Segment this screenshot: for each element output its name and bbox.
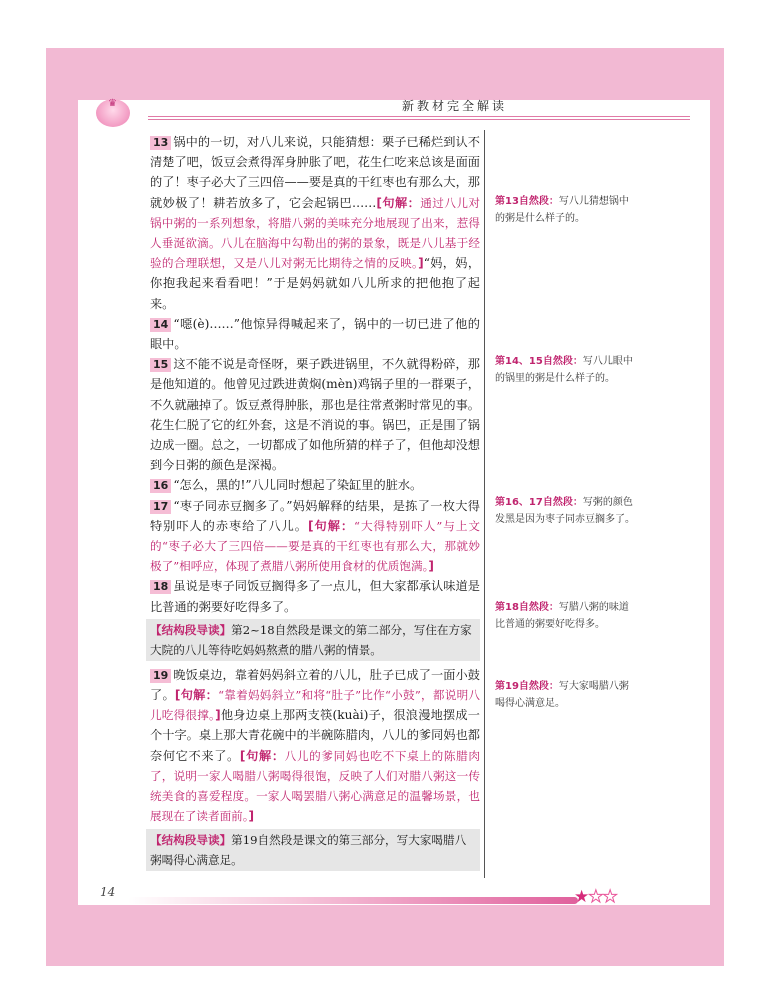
sentence-analysis-label: 句解： <box>313 518 355 533</box>
star-filled-icon: ★ <box>574 887 589 907</box>
paragraph-18: 18 虽说是枣子同饭豆搁得多了一点儿，但大家都承认味道是比普通的粥要好吃得多了。 <box>150 579 480 614</box>
paragraph-number: 19 <box>150 669 171 683</box>
side-note: 第14、15自然段：写八儿眼中的锅里的粥是什么样子的。 <box>495 356 633 384</box>
side-note: 第18自然段：写腊八粥的味道比普通的粥要好吃得多。 <box>495 602 629 630</box>
header-rule-2 <box>148 119 690 120</box>
main-column <box>150 132 480 875</box>
structure-guide: 【结构段导读】第2~18自然段是课文的第二部分，写住在方家大院的八儿等待吃妈妈熬煮的腊八粥的情景。 <box>146 619 480 661</box>
crown-icon: ♛ <box>108 98 117 109</box>
sentence-analysis-label: 句解： <box>245 748 285 763</box>
paragraph-14: 14 “噁(è)……”他惊异得喊起来了，锅中的一切已进了他的眼中。 <box>150 316 480 352</box>
sentence-analysis: “靠着妈妈斜立”和将“肚子”比作“小鼓”，都说明八儿吃得很撑。 <box>150 688 481 723</box>
page-number: 14 <box>100 885 116 899</box>
star-empty-icon: ★ <box>588 887 603 907</box>
paragraph-number: 16 <box>150 479 171 493</box>
paragraph-17: 17 “枣子同赤豆搁多了。”妈妈解释的结果，是拣了一枚大得特别吓人的赤枣给了八儿。[句解：“大得特别吓人”与上文的“枣子必大了三四倍——要是真的干红枣也有那么大，那就妙极了”相呼应，体现了煮腊八粥所使用食材的优质饱满。] <box>150 498 481 574</box>
paragraph-number: 17 <box>150 500 171 514</box>
side-note: 第16、17自然段：写粥的颜色发黑是因为枣子同赤豆搁多了。 <box>495 497 635 525</box>
sentence-analysis: “大得特别吓人”与上文的“枣子必大了三四倍——要是真的干红枣也有那么大，那就妙极了”相呼应，体现了煮腊八粥所使用食材的优质饱满。 <box>150 518 481 574</box>
paragraph-number: 14 <box>150 318 171 332</box>
star-empty-icon: ★ <box>602 887 617 907</box>
side-note: 第19自然段：写大家喝腊八粥喝得心满意足。 <box>495 681 629 709</box>
structure-guide: 【结构段导读】第19自然段是课文的第三部分，写大家喝腊八粥喝得心满意足。 <box>146 829 480 871</box>
header-title: 新教材完全解读 <box>402 99 508 113</box>
structure-guide-label: 【结构段导读】 <box>150 622 232 637</box>
sentence-analysis: 通过八儿对锅中粥的一系列想象，将腊八粥的美味充分地展现了出来，惹得人垂涎欲滴。八儿在脑海中勾勒出的粥的景象，既是八儿基于经验的合理联想，又是八儿对粥无比期待之情的反映。 <box>150 195 480 271</box>
footer-bar <box>128 897 578 904</box>
paragraph-number: 18 <box>150 580 171 594</box>
sentence-analysis-label: 句解： <box>381 195 421 210</box>
paragraph-19: 19 晚饭桌边，靠着妈妈斜立着的八儿，肚子已成了一面小鼓了。[句解：“靠着妈妈斜立”和将“肚子”比作“小鼓”，都说明八儿吃得很撑。]他身边桌上那两支筷(kuài)子，很浪漫地摆成一个十字。桌上那大青花碗中的半碗陈腊肉，八儿的爹同妈也都奈何它不来了。[句解：八儿的爹同妈也吃不下桌上的陈腊肉了，说明一家人喝腊八粥喝得很饱，反映了人们对腊八粥这一传统美食的喜爱程度。一家人喝罢腊八粥心满意足的温馨场景，也展现在了读者面前。] <box>150 667 481 824</box>
paragraph-16: 16 “怎么，黑的!”八儿同时想起了染缸里的脏水。 <box>150 475 480 495</box>
paragraph-number: 15 <box>150 358 171 372</box>
sentence-analysis-label: 句解： <box>180 688 219 703</box>
sentence-analysis: 八儿的爹同妈也吃不下桌上的陈腊肉了，说明一家人喝腊八粥喝得很饱，反映了人们对腊八粥这一传统美食的喜爱程度。一家人喝罢腊八粥心满意足的温馨场景，也展现在了读者面前。 <box>150 748 480 824</box>
paragraph-13: 13 锅中的一切，对八儿来说，只能猜想：栗子已稀烂到认不清楚了吧，饭豆会煮得浑身肿胀了吧，花生仁吃来总该是面面的了！枣子必大了三四倍——要是真的干红枣也有那么大，那就妙极了！耕若放多了，它会起锅巴……[句解：通过八儿对锅中粥的一系列想象，将腊八粥的美味充分地展现了出来，惹得人垂涎欲滴。八儿在脑海中勾勒出的粥的景象，既是八儿基于经验的合理联想，又是八儿对粥无比期待之情的反映。]“妈，妈，你抱我起来看看吧！”于是妈妈就如八儿所求的把他抱了起来。 <box>150 135 481 311</box>
header-rule <box>148 116 690 117</box>
paragraph-number: 13 <box>150 136 171 150</box>
structure-guide-label: 【结构段导读】 <box>150 832 232 847</box>
side-note: 第13自然段：写八儿猜想锅中的粥是什么样子的。 <box>495 196 629 224</box>
column-divider <box>484 130 485 878</box>
difficulty-stars <box>574 887 617 907</box>
paragraph-15: 15 这不能不说是奇怪呀，栗子跌进锅里，不久就得粉碎，那是他知道的。他曾见过跌进黄焖(mèn)鸡锅子里的一群栗子，不久就融掉了。饭豆煮得肿胀，那也是往常煮粥时常见的事。花生仁脱了它的红外套，这是不消说的事。锅巴，正是围了锅边成一圈。总之，一切都成了如他所猜的样子了，但他却没想到今日粥的颜色是深褐。 <box>150 357 480 473</box>
